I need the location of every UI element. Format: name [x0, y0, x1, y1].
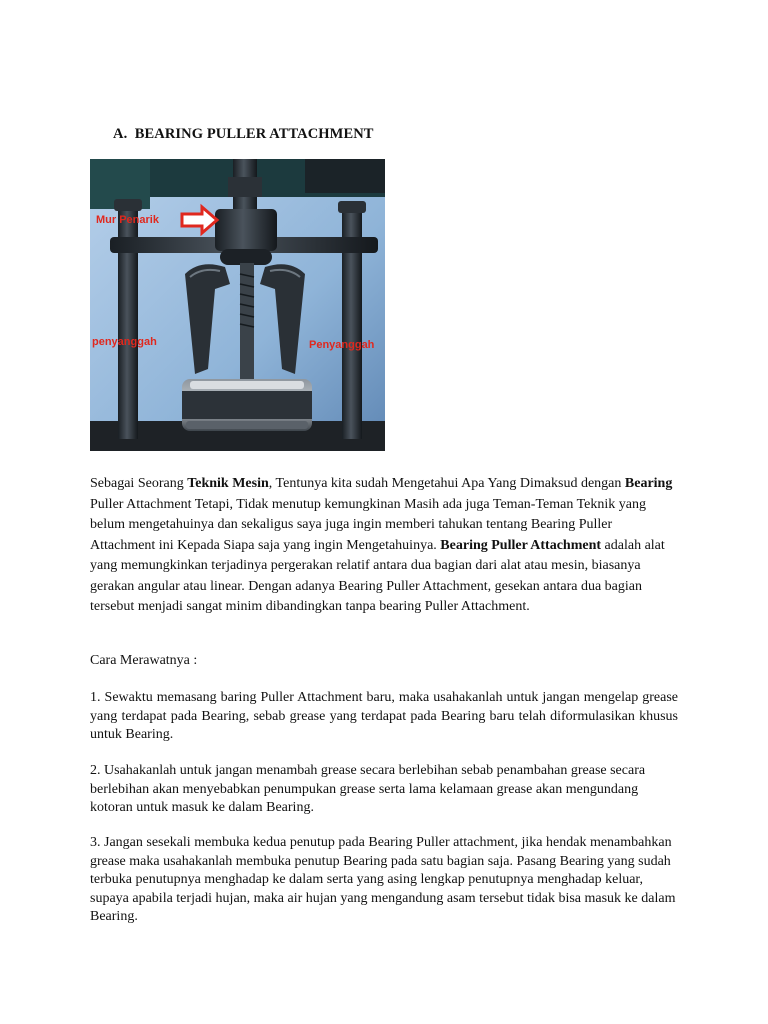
intro-text-4: adalah alat yang memungkinkan terjadinya pergerakan relatif antara dua bagian dari alat atau mesin, biasanya gerakan angular atau linear. Dengan adanya Bearing Puller Attachment, gesekan antara dua bagian tersebut menjadi sangat minim dibandingkan tanpa bearing Puller Attachment.: [90, 537, 665, 614]
bearing-puller-illustration: [90, 159, 385, 451]
care-item-3: 3. Jangan sesekali membuka kedua penutup pada Bearing Puller attachment, jika hendak menambahkan grease maka usahakanlah membuka penutup Bearing pada satu bagian saja. Pasang Bearing yang sudah terbuka penutupnya menghadap ke dalam serta yang asing lengkap penutupnya menghadap keluar, supaya apabila terjadi hujan, maka air hujan yang mengandung asam tersebut tidak bisa masuk ke dalam Bearing.: [90, 835, 676, 924]
intro-bold-bearing: Bearing: [624, 476, 673, 491]
intro-bold-teknik-mesin: Teknik Mesin: [187, 476, 269, 491]
care-item-2: 2. Usahakanlah untuk jangan menambah grease secara berlebihan sebab penambahan grease secara berlebihan akan menyebabkan penumpukan grease serta lama kelamaan grease akan mengundang kotoran untuk masuk ke dalam Bearing.: [90, 763, 646, 815]
heading-number: A.: [113, 126, 128, 142]
section-heading: [113, 126, 374, 143]
care-title: Cara Merawatnya :: [90, 653, 198, 668]
intro-text-2: , Tentunya kita sudah Mengetahui Apa Yang Dimaksud dengan: [268, 476, 625, 491]
label-mur-penarik: Mur Penarik: [96, 214, 159, 226]
intro-text-1: Sebagai Seorang: [90, 476, 188, 491]
care-item-1: 1. Sewaktu memasang baring Puller Attachment baru, maka usahakanlah untuk jangan mengelap grease yang terdapat pada Bearing, sebab grease yang terdapat pada Bearing baru telah diformulasikan khusus untuk Bearing.: [90, 690, 678, 742]
intro-text-3: Puller Attachment Tetapi, Tidak menutup kemungkinan Masih ada juga Teman-Teman Teknik yang belum mengetahuinya dan sekaligus saya juga ingin memberi tahukan tentang Bearing Puller Attachment ini Kepada Siapa saja yang ingin Mengetahuinya.: [90, 496, 646, 553]
bearing-puller-photo: [90, 159, 385, 451]
intro-bold-bearing-puller-attachment: Bearing Puller Attachment: [440, 537, 602, 553]
label-penyanggah-right: Penyanggah: [309, 339, 375, 351]
heading-title: BEARING PULLER ATTACHMENT: [134, 126, 374, 142]
intro-paragraph: [90, 474, 678, 618]
label-penyanggah-left: penyanggah: [92, 336, 157, 348]
